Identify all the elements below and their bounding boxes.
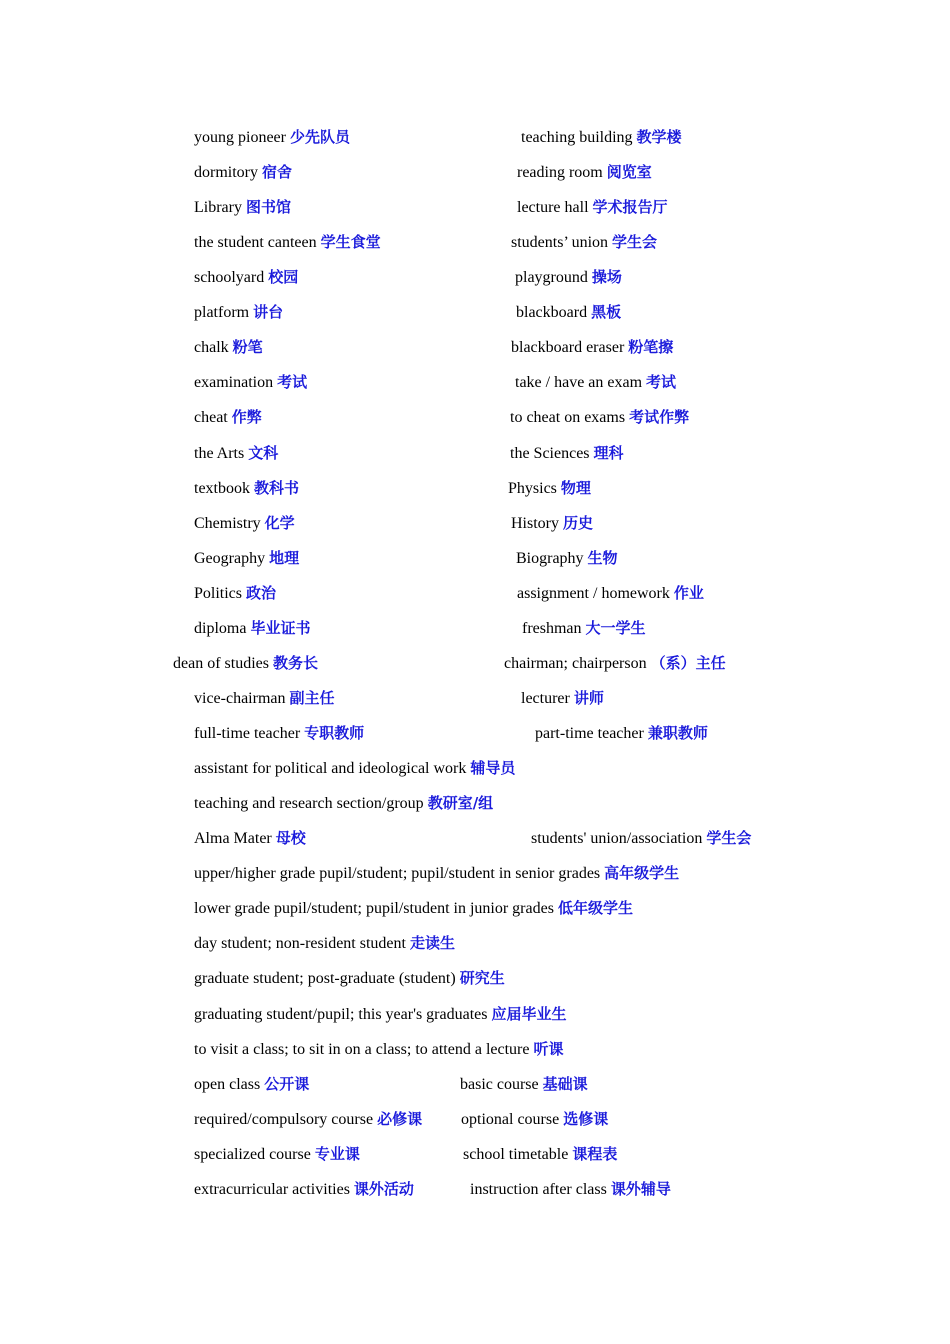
vocab-row <box>0 966 950 990</box>
english-term: lecturer <box>521 689 570 707</box>
chinese-term: 高年级学生 <box>604 864 680 883</box>
vocab-entry-left <box>194 265 298 290</box>
chinese-term: 必修课 <box>377 1109 423 1128</box>
english-term: students’ union <box>511 234 609 252</box>
vocab-entry-right <box>461 1107 608 1132</box>
english-term: Geography <box>194 549 266 567</box>
english-term: graduate student; post-graduate (student) <box>194 970 456 988</box>
vocab-entry-right <box>463 1142 617 1167</box>
chinese-term: 课外活动 <box>353 1179 414 1198</box>
english-term: assignment / homework <box>517 584 670 602</box>
english-term: Physics <box>508 479 557 497</box>
vocab-entry-right <box>517 581 704 606</box>
chinese-term: 学术报告厅 <box>592 198 668 217</box>
chinese-term: 物理 <box>560 478 591 497</box>
chinese-term: 黑板 <box>591 303 622 322</box>
chinese-term: 作弊 <box>231 408 262 427</box>
english-term: lecture hall <box>517 199 589 217</box>
english-term: to cheat on exams <box>510 409 626 427</box>
chinese-term: 听课 <box>533 1039 564 1058</box>
chinese-term: 低年级学生 <box>557 899 633 918</box>
vocab-entry-left <box>194 476 299 501</box>
vocab-row <box>0 476 950 500</box>
vocab-row <box>0 1072 950 1096</box>
vocab-row <box>0 931 950 955</box>
vocab-entry-right <box>517 195 668 220</box>
vocab-entry-left <box>194 861 679 886</box>
chinese-term: 操场 <box>591 268 622 287</box>
english-term: playground <box>515 269 588 287</box>
chinese-term: 选修课 <box>563 1109 609 1128</box>
vocab-entry-left <box>194 1002 567 1027</box>
vocab-entry-left <box>194 791 493 816</box>
english-term: platform <box>194 304 250 322</box>
english-term: full-time teacher <box>194 725 301 743</box>
vocab-row <box>0 756 950 780</box>
vocab-entry-left <box>194 230 381 255</box>
chinese-term: 兼职教师 <box>647 724 708 743</box>
english-term: textbook <box>194 479 250 497</box>
chinese-term: 专业课 <box>314 1144 360 1163</box>
vocab-row <box>0 616 950 640</box>
vocab-entry-right <box>470 1177 671 1202</box>
vocab-entry-left <box>194 756 515 781</box>
vocab-entry-right <box>516 546 618 571</box>
vocab-entry-left <box>194 1072 309 1097</box>
english-term: freshman <box>522 619 582 637</box>
vocab-entry-right <box>522 616 646 641</box>
vocab-entry-right <box>516 300 621 325</box>
vocab-entry-right <box>521 686 604 711</box>
vocab-entry-left <box>194 581 276 606</box>
chinese-term: 课程表 <box>572 1144 618 1163</box>
vocab-row <box>0 581 950 605</box>
vocab-row <box>0 1107 950 1131</box>
english-term: vice-chairman <box>194 689 286 707</box>
english-term: examination <box>194 374 274 392</box>
vocab-entry-right <box>511 511 593 536</box>
vocab-entry-right <box>511 335 673 360</box>
vocab-entry-left <box>194 966 505 991</box>
english-term: teaching and research section/group <box>194 795 424 813</box>
english-term: school timetable <box>463 1145 569 1163</box>
chinese-term: 教研室/组 <box>427 794 494 813</box>
english-term: part-time teacher <box>535 725 644 743</box>
chinese-term: 公开课 <box>264 1074 310 1093</box>
vocab-entry-left <box>194 826 306 851</box>
english-term: basic course <box>460 1075 543 1093</box>
english-term: Chemistry <box>194 514 261 532</box>
vocab-entry-right <box>517 160 652 185</box>
chinese-term: 讲台 <box>253 303 284 322</box>
vocab-row <box>0 405 950 429</box>
chinese-term: 教务长 <box>272 653 318 672</box>
english-term: Biography <box>516 549 584 567</box>
vocab-entry-right <box>504 651 726 676</box>
vocab-entry-left <box>194 335 263 360</box>
chinese-term: 宿舍 <box>262 163 293 182</box>
chinese-term: 母校 <box>275 829 306 848</box>
vocab-row <box>0 721 950 745</box>
english-term: cheat <box>194 409 228 427</box>
vocab-row <box>0 511 950 535</box>
english-term: teaching building <box>521 129 633 146</box>
english-term: extracurricular activities <box>194 1180 350 1198</box>
chinese-term: 地理 <box>269 548 300 567</box>
chinese-term: 化学 <box>264 513 295 532</box>
vocab-entry-right <box>510 441 624 466</box>
vocab-entry-left <box>194 931 455 956</box>
chinese-term: 考试 <box>277 373 308 392</box>
vocab-entry-left <box>194 160 292 185</box>
chinese-term: 教科书 <box>254 478 300 497</box>
english-term: dean of studies <box>173 654 269 672</box>
english-term: chairman; chairperson <box>504 654 647 672</box>
chinese-term: 少先队员 <box>289 128 350 146</box>
english-term: diploma <box>194 619 247 637</box>
vocab-row <box>0 195 950 219</box>
vocab-row <box>0 1002 950 1026</box>
english-term: blackboard <box>516 304 588 322</box>
english-term: Politics <box>194 584 243 602</box>
english-term: Library <box>194 199 242 217</box>
chinese-term: 图书馆 <box>245 198 291 217</box>
vocab-row <box>0 160 950 184</box>
english-term: schoolyard <box>194 269 265 287</box>
english-term: open class <box>194 1075 261 1093</box>
vocab-entry-right <box>511 230 657 255</box>
vocab-row <box>0 686 950 710</box>
chinese-term: 阅览室 <box>606 163 652 182</box>
chinese-term: 毕业证书 <box>250 618 311 637</box>
english-term: the student canteen <box>194 234 317 252</box>
english-term: Alma Mater <box>194 830 272 848</box>
chinese-term: 研究生 <box>459 969 505 988</box>
vocab-row <box>0 546 950 570</box>
vocab-row <box>0 125 950 149</box>
english-term: take / have an exam <box>515 374 643 392</box>
chinese-term: 教学楼 <box>636 128 682 146</box>
english-term: day student; non-resident student <box>194 935 406 953</box>
vocab-row <box>0 1037 950 1061</box>
english-term: upper/higher grade pupil/student; pupil/student in senior grades <box>194 865 601 883</box>
vocab-entry-right <box>510 405 689 430</box>
chinese-term: 学生会 <box>706 829 752 848</box>
vocab-entry-left <box>194 1177 414 1202</box>
chinese-term: 作业 <box>673 583 704 602</box>
english-term: the Arts <box>194 444 245 462</box>
vocab-entry-right <box>521 125 682 150</box>
vocab-row <box>0 1142 950 1166</box>
english-term: chalk <box>194 339 229 357</box>
vocab-entry-left <box>194 616 310 641</box>
chinese-term: 专职教师 <box>304 724 365 743</box>
vocab-row <box>0 826 950 850</box>
chinese-term: 粉笔 <box>232 338 263 357</box>
vocab-entry-left <box>173 651 318 676</box>
chinese-term: 讲师 <box>573 688 604 707</box>
english-term: assistant for political and ideological work <box>194 760 467 778</box>
vocab-row <box>0 265 950 289</box>
english-term: graduating student/pupil; this year's graduates <box>194 1005 488 1023</box>
chinese-term: 学生食堂 <box>320 233 381 252</box>
english-term: the Sciences <box>510 444 590 462</box>
vocab-entry-left <box>194 511 295 536</box>
english-term: to visit a class; to sit in on a class; to attend a lecture <box>194 1040 530 1058</box>
vocab-entry-left <box>194 300 283 325</box>
vocab-entry-left <box>194 441 278 466</box>
english-term: History <box>511 514 559 532</box>
vocab-row <box>0 861 950 885</box>
vocab-row <box>0 335 950 359</box>
vocab-entry-right <box>535 721 708 746</box>
vocab-row <box>0 441 950 465</box>
chinese-term: 校园 <box>268 268 299 287</box>
chinese-term: 考试 <box>646 373 677 392</box>
chinese-term: 历史 <box>563 513 594 532</box>
english-term: students' union/association <box>531 830 703 848</box>
chinese-term: 文科 <box>248 443 279 462</box>
vocab-entry-left <box>194 370 307 395</box>
chinese-term: 基础课 <box>542 1074 588 1093</box>
chinese-term: 粉笔擦 <box>628 338 674 357</box>
vocab-row <box>0 300 950 324</box>
vocab-entry-left <box>194 1142 360 1167</box>
english-term: lower grade pupil/student; pupil/student in junior grades <box>194 900 554 918</box>
english-term: reading room <box>517 164 603 182</box>
vocab-row <box>0 1177 950 1201</box>
vocab-entry-left <box>194 721 364 746</box>
vocab-entry-left <box>194 1037 564 1062</box>
vocab-entry-left <box>194 195 291 220</box>
vocab-row <box>0 791 950 815</box>
vocab-entry-right <box>515 370 676 395</box>
english-term: instruction after class <box>470 1180 607 1198</box>
vocab-row <box>0 230 950 254</box>
vocab-entry-right <box>508 476 591 501</box>
chinese-term: 应届毕业生 <box>491 1004 567 1023</box>
vocab-entry-left <box>194 686 335 711</box>
vocab-entry-left <box>194 125 350 150</box>
vocab-row <box>0 896 950 920</box>
chinese-term: 理科 <box>593 443 624 462</box>
english-term: required/compulsory course <box>194 1110 374 1128</box>
vocab-entry-left <box>194 1107 422 1132</box>
chinese-term: 大一学生 <box>585 618 646 637</box>
english-term: specialized course <box>194 1145 311 1163</box>
chinese-term: 走读生 <box>409 934 455 953</box>
chinese-term: 学生会 <box>612 233 658 252</box>
english-term: optional course <box>461 1110 560 1128</box>
vocab-entry-right <box>460 1072 588 1097</box>
chinese-term: 辅导员 <box>470 759 516 778</box>
chinese-term: 政治 <box>246 583 277 602</box>
vocab-entry-left <box>194 896 633 921</box>
vocab-row <box>0 370 950 394</box>
english-term: blackboard eraser <box>511 339 625 357</box>
chinese-term: 考试作弊 <box>629 408 690 427</box>
vocab-entry-right <box>531 826 751 851</box>
chinese-term: 生物 <box>587 548 618 567</box>
chinese-term: 课外辅导 <box>610 1179 671 1198</box>
vocab-entry-left <box>194 405 262 430</box>
vocab-entry-right <box>515 265 622 290</box>
english-term: young pioneer <box>194 129 286 146</box>
vocab-entry-left <box>194 546 299 571</box>
english-term: dormitory <box>194 164 258 182</box>
vocab-row <box>0 651 950 675</box>
chinese-term: （系）主任 <box>650 653 726 672</box>
chinese-term: 副主任 <box>289 688 335 707</box>
